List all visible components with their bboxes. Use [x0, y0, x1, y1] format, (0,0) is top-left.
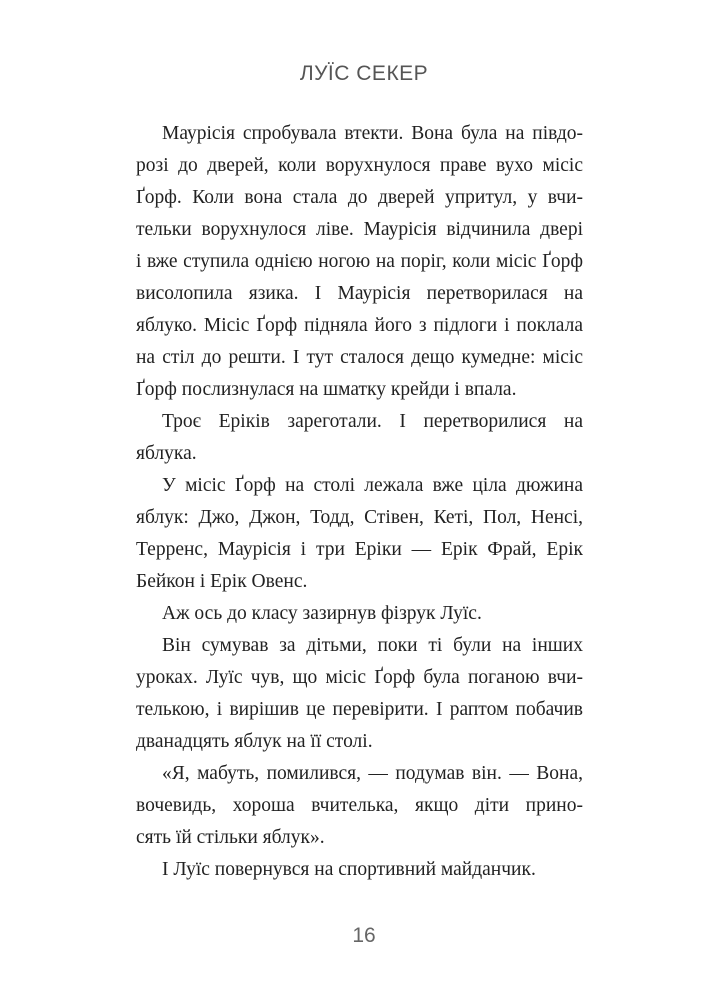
paragraph	[136, 118, 583, 406]
text-line: Ґорф послизнулася на шматку крейди і впала.	[136, 379, 517, 400]
paragraph	[136, 758, 583, 854]
paragraph	[136, 406, 583, 470]
text-line: уроках. Луїс чув, що місіс Ґорф була поганою вчи-	[136, 667, 583, 688]
paragraph	[136, 630, 583, 758]
paragraph	[136, 470, 583, 598]
text-line: Бейкон і Ерік Овенс.	[136, 571, 308, 592]
running-header: ЛУЇС СЕКЕР	[299, 62, 429, 85]
paragraph	[136, 598, 583, 630]
text-line: висолопила язика. І Маурісія перетворилася на	[136, 283, 583, 304]
text-line: яблук: Джо, Джон, Тодд, Стівен, Кеті, Пол, Ненсі,	[136, 507, 583, 528]
text-line: тельки ворухнулося ліве. Маурісія відчинила двері	[136, 219, 583, 240]
text-line: сять їй стільки яблук».	[136, 827, 325, 848]
text-line: яблуко. Місіс Ґорф підняла його з підлоги і поклала	[136, 315, 583, 336]
page-number: 16	[352, 924, 376, 947]
text-line: Він сумував за дітьми, поки ті були на інших	[162, 635, 583, 656]
text-line: вочевидь, хороша вчителька, якщо діти прино-	[136, 795, 583, 816]
text-line: Маурісія спробувала втекти. Вона була на півдо-	[162, 123, 583, 144]
text-line: Троє Еріків зареготали. І перетворилися на	[162, 411, 583, 432]
text-line: яблука.	[136, 443, 197, 464]
text-line: дванадцять яблук на її столі.	[136, 731, 373, 752]
text-line: У місіс Ґорф на столі лежала вже ціла дюжина	[162, 475, 583, 496]
page-body	[136, 118, 583, 886]
text-line: «Я, мабуть, помилився, — подумав він. — Вона,	[162, 763, 583, 784]
text-line: розі до дверей, коли ворухнулося праве вухо місіс	[136, 155, 583, 176]
text-line: на стіл до решти. І тут сталося дещо кумедне: місіс	[136, 347, 583, 368]
text-line: Аж ось до класу зазирнув фізрук Луїс.	[162, 603, 482, 624]
text-line: Терренс, Маурісія і три Еріки — Ерік Фрай, Ерік	[136, 539, 583, 560]
paragraph	[136, 854, 583, 886]
text-line: І Луїс повернувся на спортивний майданчик.	[162, 859, 536, 880]
text-line: Ґорф. Коли вона стала до дверей упритул, у вчи-	[136, 187, 583, 208]
text-line: і вже ступила однією ногою на поріг, коли місіс Ґорф	[136, 251, 583, 272]
text-line: телькою, і вирішив це перевірити. І раптом побачив	[136, 699, 583, 720]
